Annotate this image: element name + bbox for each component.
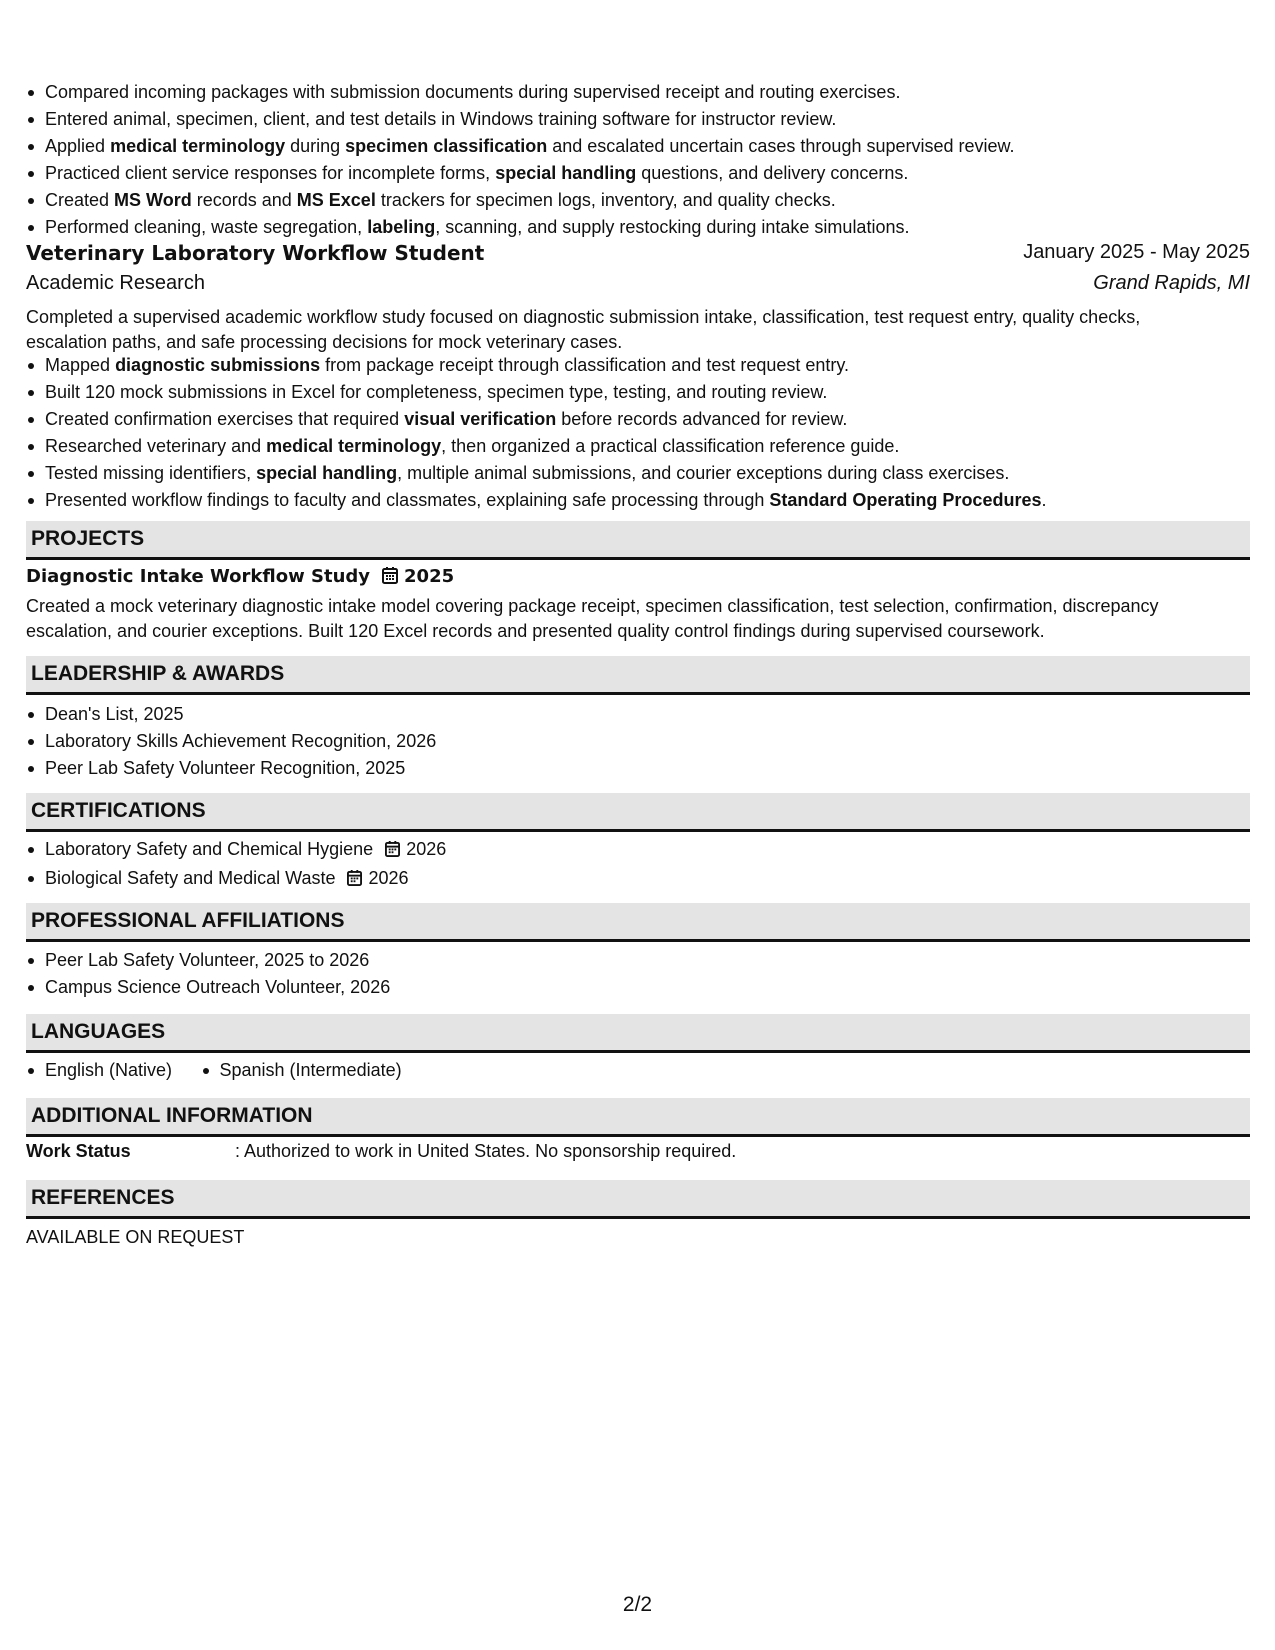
list-item: Mapped diagnostic submissions from package receipt through classification and test request entry. xyxy=(26,352,1047,379)
languages-list xyxy=(26,1057,426,1084)
list-item: Laboratory Safety and Chemical Hygiene 2026 xyxy=(26,836,446,865)
list-item: Spanish (Intermediate) xyxy=(201,1057,402,1084)
section-header-affiliations: PROFESSIONAL AFFILIATIONS xyxy=(26,903,1250,942)
list-item: Dean's List, 2025 xyxy=(26,701,436,728)
list-item: Compared incoming packages with submission documents during supervised receipt and routing exercises. xyxy=(26,79,1015,106)
job-subheader xyxy=(26,272,1250,295)
list-item: Created MS Word records and MS Excel trackers for specimen logs, inventory, and quality checks. xyxy=(26,187,1015,214)
list-item: Entered animal, specimen, client, and test details in Windows training software for instructor review. xyxy=(26,106,1015,133)
list-item: English (Native) xyxy=(26,1057,172,1084)
list-item: Performed cleaning, waste segregation, labeling, scanning, and supply restocking during intake simulations. xyxy=(26,214,1015,241)
work-status-row xyxy=(26,1141,1250,1162)
job-bullets xyxy=(26,352,1047,514)
list-item: Peer Lab Safety Volunteer, 2025 to 2026 xyxy=(26,947,390,974)
job-title: Veterinary Laboratory Workflow Student xyxy=(26,241,485,265)
section-header-references: REFERENCES xyxy=(26,1180,1250,1219)
list-item: Built 120 mock submissions in Excel for completeness, specimen type, testing, and routing review. xyxy=(26,379,1047,406)
experience-bullets-top xyxy=(26,79,1015,241)
project-header xyxy=(26,566,454,589)
calendar-icon xyxy=(385,838,400,865)
list-item: Laboratory Skills Achievement Recognition, 2026 xyxy=(26,728,436,755)
references-text: AVAILABLE ON REQUEST xyxy=(26,1227,245,1247)
list-item: Created confirmation exercises that required visual verification before records advanced for review. xyxy=(26,406,1047,433)
project-year: 2025 xyxy=(404,566,455,587)
work-status-label: Work Status xyxy=(26,1141,131,1161)
section-header-projects: PROJECTS xyxy=(26,521,1250,560)
list-item: Biological Safety and Medical Waste 2026 xyxy=(26,865,446,894)
calendar-icon xyxy=(347,867,362,894)
list-item: Applied medical terminology during specimen classification and escalated uncertain cases through supervised review. xyxy=(26,133,1015,160)
job-organization: Academic Research xyxy=(26,272,205,294)
work-status-value: : Authorized to work in United States. No sponsorship required. xyxy=(235,1141,737,1161)
job-dates: January 2025 - May 2025 xyxy=(1023,241,1250,263)
section-header-additional: ADDITIONAL INFORMATION xyxy=(26,1098,1250,1137)
section-header-leadership: LEADERSHIP & AWARDS xyxy=(26,656,1250,695)
calendar-icon xyxy=(382,566,398,589)
section-header-certifications: CERTIFICATIONS xyxy=(26,793,1250,832)
list-item: Researched veterinary and medical terminology, then organized a practical classification reference guide. xyxy=(26,433,1047,460)
job-location: Grand Rapids, MI xyxy=(1093,272,1250,294)
project-description: Created a mock veterinary diagnostic intake model covering package receipt, specimen classification, test selection, confirmation, discrepancy escalation, and courier exceptions. Built 120 Excel records and presented quality control findings during supervised coursework. xyxy=(26,596,1159,641)
job-summary: Completed a supervised academic workflow study focused on diagnostic submission intake, classification, test request entry, quality checks, escalation paths, and safe processing decisions for mock veterinary cases. xyxy=(26,307,1141,352)
certifications-list xyxy=(26,836,446,894)
list-item: Tested missing identifiers, special handling, multiple animal submissions, and courier exceptions during class exercises. xyxy=(26,460,1047,487)
job-header xyxy=(26,241,1250,265)
section-header-languages: LANGUAGES xyxy=(26,1014,1250,1053)
page-number: 2/2 xyxy=(622,1593,653,1616)
affiliations-list xyxy=(26,947,390,1001)
project-title: Diagnostic Intake Workflow Study xyxy=(26,566,371,587)
list-item: Peer Lab Safety Volunteer Recognition, 2025 xyxy=(26,755,436,782)
awards-list xyxy=(26,701,436,782)
list-item: Campus Science Outreach Volunteer, 2026 xyxy=(26,974,390,1001)
list-item: Practiced client service responses for incomplete forms, special handling questions, and delivery concerns. xyxy=(26,160,1015,187)
list-item: Presented workflow findings to faculty and classmates, explaining safe processing through Standard Operating Procedures. xyxy=(26,487,1047,514)
